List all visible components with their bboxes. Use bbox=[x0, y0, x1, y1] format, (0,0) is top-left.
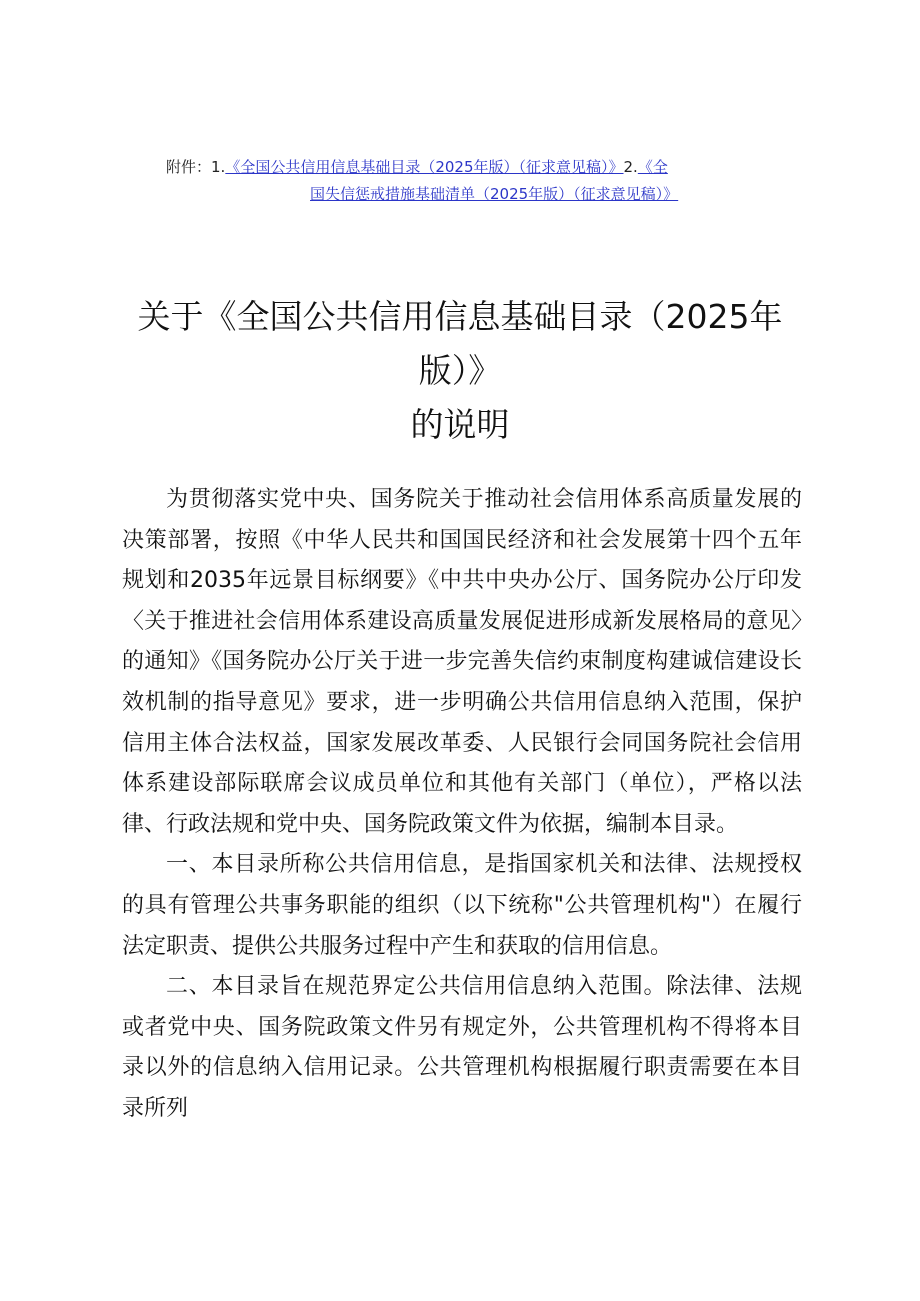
title-line-1: 关于《全国公共信用信息基础目录（2025年 bbox=[137, 297, 783, 336]
title-line-3: 的说明 bbox=[410, 405, 510, 444]
paragraph-article-1: 一、本目录所称公共信用信息，是指国家机关和法律、法规授权的具有管理公共事务职能的组织（以下统称"公共管理机构"）在履行法定职责、提供公共服务过程中产生和获取的信用信息。 bbox=[122, 852, 802, 959]
attachment-2-link-part1[interactable]: 《全 bbox=[637, 158, 668, 176]
document-title bbox=[0, 290, 920, 452]
attachment-1-link[interactable]: 《全国公共信用信息基础目录（2025年版）（征求意见稿）》 bbox=[225, 158, 624, 176]
attachments-line-2 bbox=[166, 181, 746, 208]
paragraph-article-2: 二、本目录旨在规范界定公共信用信息纳入范围。除法律、法规或者党中央、国务院政策文件另有规定外，公共管理机构不得将本目录以外的信息纳入信用记录。公共管理机构根据履行职责需要在本目录所列 bbox=[122, 974, 802, 1121]
attachment-2-number: 2. bbox=[623, 158, 638, 176]
attachment-1-number: 1. bbox=[211, 158, 226, 176]
attachment-2-link-part2[interactable]: 国失信惩戒措施基础清单（2025年版）（征求意见稿）》 bbox=[310, 185, 679, 203]
document-body bbox=[122, 480, 802, 1130]
attachments-label: 附件： bbox=[166, 158, 212, 176]
paragraph-intro: 为贯彻落实党中央、国务院关于推动社会信用体系高质量发展的决策部署，按照《中华人民共和国国民经济和社会发展第十四个五年规划和2035年远景目标纲要》《中共中央办公厅、国务院办公厅印发〈关于推进社会信用体系建设高质量发展促进形成新发展格局的意见〉的通知》《国务院办公厅关于进一步完善失信约束制度构建诚信建设长效机制的指导意见》要求，进一步明确公共信用信息纳入范围，保护信用主体合法权益，国家发展改革委、人民银行会同国务院社会信用体系建设部际联席会议成员单位和其他有关部门（单位），严格以法律、行政法规和党中央、国务院政策文件为依据，编制本目录。 bbox=[122, 487, 802, 837]
title-line-2: 版）》 bbox=[418, 351, 502, 390]
attachments-block bbox=[166, 154, 746, 208]
attachments-line-1 bbox=[166, 154, 746, 181]
